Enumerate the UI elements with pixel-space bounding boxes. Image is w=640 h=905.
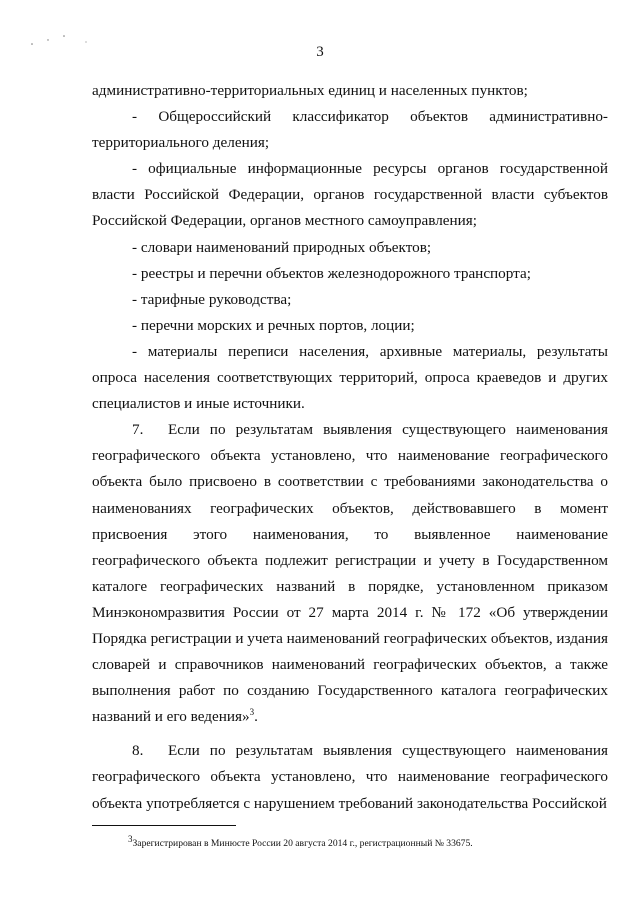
footnote-separator [92, 825, 236, 826]
footnote-text: Зарегистрирован в Минюсте России 20 августа 2014 г., регистрационный № 33675. [132, 838, 473, 849]
paragraph-end: . [254, 708, 258, 726]
list-item-tariff-guides: - тарифные руководства; [132, 290, 292, 308]
numbered-paragraph-8 [92, 738, 608, 816]
paragraph-number: 8. [132, 742, 144, 760]
footnote-marker: 3 [128, 833, 133, 844]
list-item-dictionaries: - словари наименований природных объектов; [132, 238, 432, 256]
list-item-official-resources: - официальные информационные ресурсы органов государственной власти Российской Федерации, органов государственной власти субъектов Российской Федерации, органов местного самоуправления; [92, 160, 608, 230]
footnote-reference: 3 [249, 707, 255, 718]
paragraph-text: Если по результатам выявления существующего наименования географического объекта установлено, что наименование географического объекта было присвоено в соответствии с требованиями законодательства о наименованиях географических объектов, действовавшего в момент присвоения этого наименования, то выявленное наименование географического объекта подлежит регистрации и учету в Государственном каталоге географических названий в порядке, установленном приказом Минэкономразвития России от 27 марта 2014 г. № 172 «Об утверждении Порядка регистрации и учета наименований географических объектов, издания словарей и справочников наименований географических объектов, а также выполнения работ по созданию Государственного каталога географических названий и его ведения» [92, 421, 608, 726]
paragraph-text: Если по результатам выявления существующего наименования географического объекта установлено, что наименование географического объекта употребляется с нарушением требований законодательства Российской [92, 742, 608, 812]
list-item-census-materials: - материалы переписи населения, архивные материалы, результаты опроса населения соответствующих территорий, опроса краеведов и других специалистов и иные источники. [92, 342, 608, 413]
list-item-classifier: - Общероссийский классификатор объектов административно-территориального деления; [92, 108, 608, 152]
document-body [92, 78, 608, 817]
footnote [128, 833, 598, 850]
paragraph-continuation: административно-территориальных единиц и населенных пунктов; [92, 82, 528, 99]
list-item-port-lists: - перечни морских и речных портов, лоции; [132, 316, 415, 334]
numbered-paragraph-7 [92, 417, 608, 730]
list-item-railway-registers: - реестры и перечни объектов железнодорожного транспорта; [132, 264, 531, 282]
page-number: 3 [316, 44, 324, 60]
paragraph-number: 7. [132, 421, 144, 439]
